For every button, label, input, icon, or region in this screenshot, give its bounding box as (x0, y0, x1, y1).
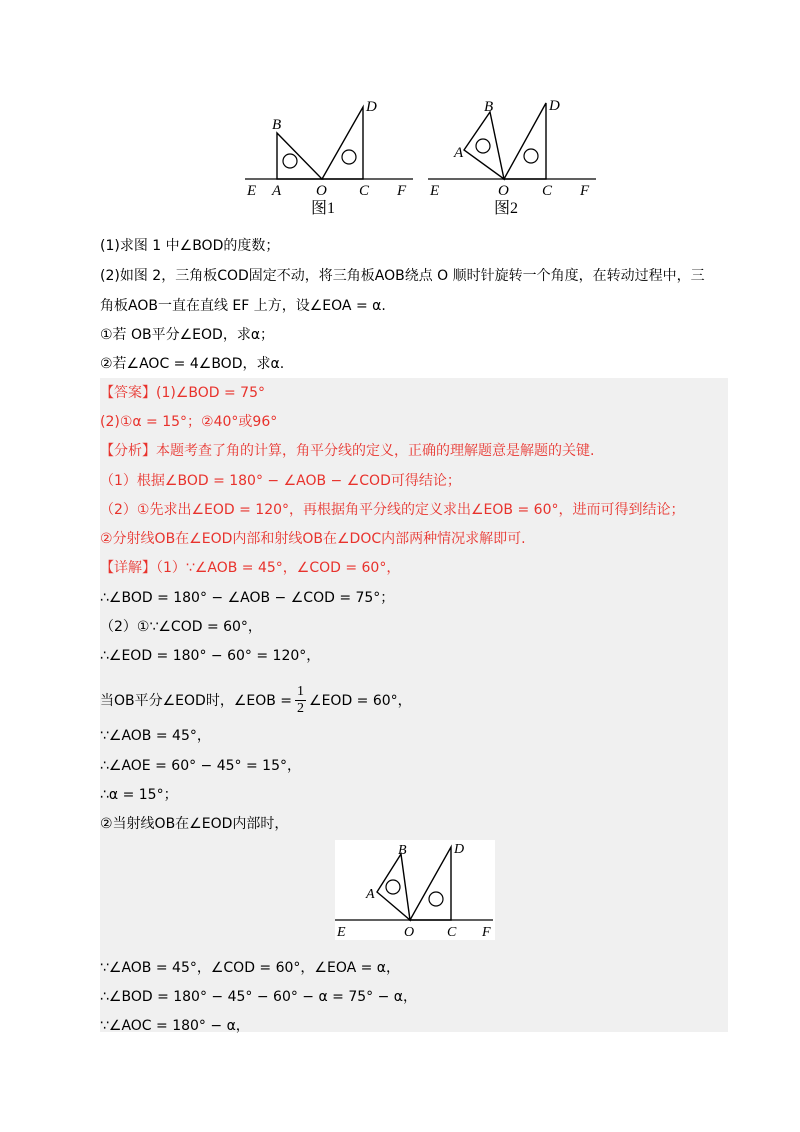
answer-1: 【答案】(1)∠BOD = 75° (100, 385, 265, 401)
label-A: A (272, 183, 282, 199)
label-B: B (484, 99, 494, 115)
detail-2: ∴∠BOD = 180° − ∠AOB − ∠COD = 75°； (100, 590, 395, 606)
label-E: E (247, 183, 257, 199)
label-F: F (580, 183, 590, 199)
detail-5 (100, 684, 412, 717)
figure-2-caption: 图2 (494, 200, 519, 217)
question-2-line-2: 角板AOB一直在直线 EF 上方，设∠EOA = α. (100, 298, 386, 314)
detail-9: ②当射线OB在∠EOD内部时， (100, 816, 289, 832)
analysis-heading: 【分析】本题考查了角的计算，角平分线的定义，正确的理解题意是解题的关键. (100, 443, 595, 459)
label-B: B (398, 843, 407, 858)
figure-3 (335, 840, 495, 940)
label-O: O (316, 183, 327, 199)
figure-2 (428, 95, 598, 220)
label-D: D (454, 842, 465, 857)
detail-3: （2）①∵∠COD = 60°， (100, 619, 262, 635)
detail-8: ∴α = 15°； (100, 787, 178, 803)
question-1: (1)求图 1 中∠BOD的度数； (100, 238, 280, 254)
analysis-3: ②分射线OB在∠EOD内部和射线OB在∠DOC内部两种情况求解即可. (100, 531, 526, 547)
label-E: E (430, 183, 440, 199)
detail-11: ∴∠BOD = 180° − 45° − 60° − α = 75° − α， (100, 989, 418, 1005)
analysis-2: （2）①先求出∠EOD = 120°，再根据角平分线的定义求出∠EOB = 60°，进而可得到结论； (100, 502, 685, 518)
label-O: O (404, 925, 415, 940)
fraction-numerator: 1 (297, 684, 305, 699)
detail-10: ∵∠AOB = 45°，∠COD = 60°，∠EOA = α， (100, 960, 401, 976)
detail-12: ∵∠AOC = 180° − α， (100, 1018, 250, 1034)
detail-5-pre: 当OB平分∠EOD时，∠EOB = (100, 692, 293, 709)
question-2-sub-1: ①若 OB平分∠EOD，求α； (100, 327, 275, 343)
detail-label: 【详解】（1）∵∠AOB = 45°，∠COD = 60°， (100, 560, 401, 576)
label-C: C (359, 183, 370, 199)
detail-4: ∴∠EOD = 180° − 60° = 120°， (100, 648, 321, 664)
answer-2: (2)①α = 15°；②40°或96° (100, 414, 278, 430)
detail-6: ∵∠AOB = 45°， (100, 728, 211, 744)
label-D: D (366, 99, 377, 115)
label-O: O (498, 183, 509, 199)
detail-5-post: ∠EOD = 60°， (309, 692, 412, 709)
detail-1 (100, 558, 400, 578)
label-E: E (337, 925, 346, 940)
analysis-1: （1）根据∠BOD = 180° − ∠AOB − ∠COD可得结论； (100, 473, 461, 489)
label-D: D (549, 98, 560, 114)
question-2-sub-2: ②若∠AOC = 4∠BOD，求α. (100, 356, 285, 372)
label-F: F (397, 183, 407, 199)
label-A: A (366, 887, 375, 902)
detail-7: ∴∠AOE = 60° − 45° = 15°， (100, 758, 301, 774)
label-B: B (272, 117, 282, 133)
label-F: F (482, 925, 491, 940)
question-2-line-1: (2)如图 2，三角板COD固定不动，将三角板AOB绕点 O 顺时针旋转一个角度，在转动过程中，三 (100, 268, 705, 284)
fraction (295, 684, 306, 717)
fraction-denominator: 2 (297, 701, 305, 716)
figure-1-caption: 图1 (311, 200, 336, 217)
label-A: A (454, 145, 464, 161)
label-C: C (542, 183, 553, 199)
label-C: C (447, 925, 457, 940)
figure-1 (245, 95, 415, 220)
